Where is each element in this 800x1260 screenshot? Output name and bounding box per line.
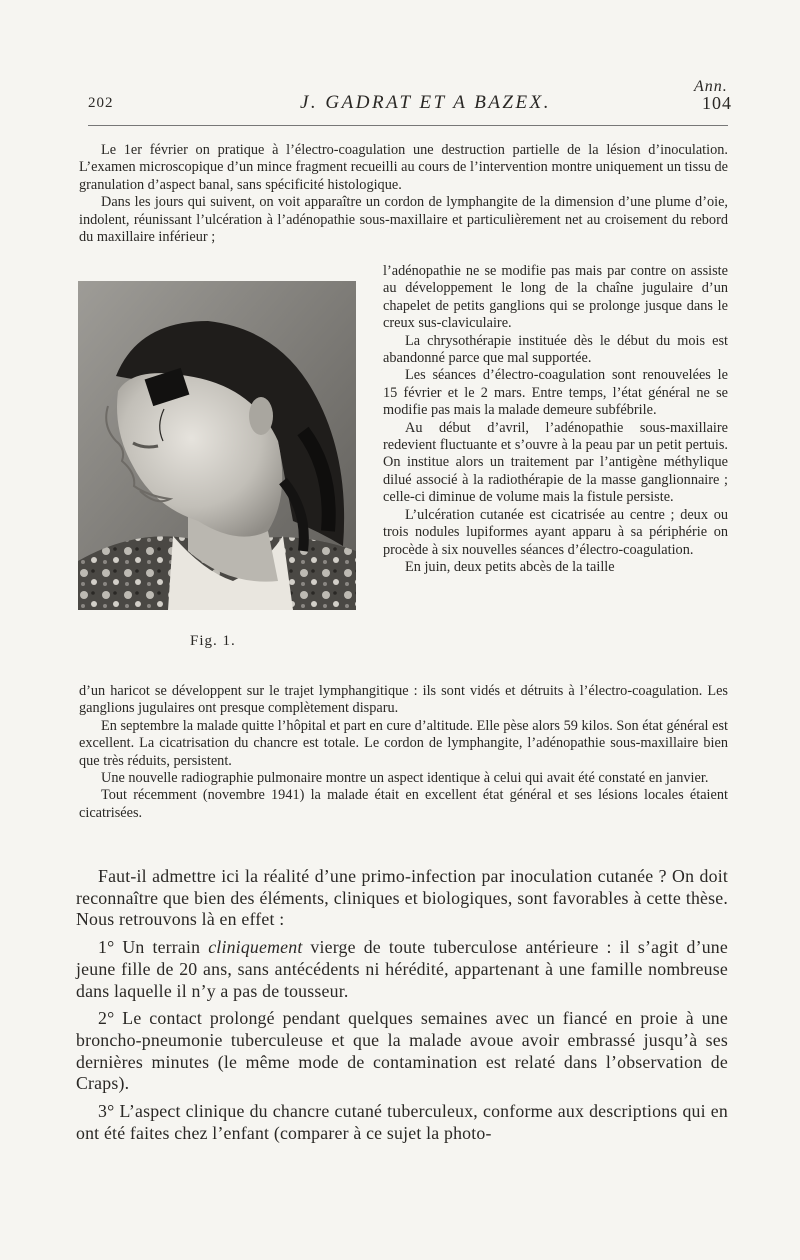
- portrait-photograph: [78, 281, 356, 610]
- paragraph: d’un haricot se développent sur le trajet lymphangitique : ils sont vidés et détruits à l’électro-coagulation. Les ganglions jugulaires ont presque complètement disparu.: [79, 683, 728, 717]
- paragraph: 3° L’aspect clinique du chancre cutané tuberculeux, conforme aux descriptions qui en ont été faites chez l’enfant (comparer à ce sujet la photo-: [76, 1101, 728, 1143]
- lower-text: [79, 683, 728, 822]
- paragraph: Les séances d’électro-coagulation sont renouvelées le 15 février et le 2 mars. Entre temps, l’état général ne se modifie pas mais la malade demeure subfébrile.: [383, 367, 728, 419]
- volume-number: 104: [702, 93, 732, 113]
- paragraph: [76, 937, 728, 1002]
- wrapped-text-column: [383, 263, 728, 576]
- paragraph: La chrysothérapie instituée dès le début du mois est abandonné parce que mal supportée.: [383, 332, 728, 367]
- paragraph: L’ulcération cutanée est cicatrisée au centre ; deux ou trois nodules lupiformes ayant apparu à sa périphérie on procède à six nouvelles séances d’électro-coagulation.: [383, 506, 728, 558]
- paragraph: Faut-il admettre ici la réalité d’une primo-infection par inoculation cutanée ? On doit reconnaître que bien des éléments, cliniques et biologiques, sont favorables à cette thèse. Nous retrouvons là en effet :: [76, 866, 728, 930]
- paragraph: En septembre la malade quitte l’hôpital et part en cure d’altitude. Elle pèse alors 59 kilos. Son état général est excellent. La cicatrisation du chancre est totale. Le cordon de lymphangite, l’adénopathie sous-maxillaire bien que très réduits, persistent.: [79, 717, 728, 769]
- paragraph: Au début d’avril, l’adénopathie sous-maxillaire redevient fluctuante et s’ouvre à la peau par un petit pertuis. On institue alors un traitement par l’antigène méthylique dilué associé à la radiothérapie de la masse ganglionnaire ; celle-ci diminue de volume mais la fistule persiste.: [383, 419, 728, 506]
- paragraph: 2° Le contact prolongé pendant quelques semaines avec un fiancé en proie à une broncho-pneumonie tuberculeuse et que la malade avoue avoir embrassé jusqu’à ses dernières minutes (le même mode de contamination est relaté dans l’observation de Craps).: [76, 1008, 728, 1094]
- discussion-text: [76, 866, 728, 1144]
- intro-text: [79, 142, 728, 246]
- text-span: 1° Un terrain: [98, 937, 209, 958]
- paragraph: l’adénopathie ne se modifie pas mais par contre on assiste au développement le long de la chaîne jugulaire d’un chapelet de petits ganglions qui se prolonge jusque dans le creux sus-claviculaire.: [383, 263, 728, 332]
- figure-caption: Fig. 1.: [190, 633, 236, 649]
- paragraph: En juin, deux petits abcès de la taille: [405, 558, 615, 575]
- paragraph: Le 1er février on pratique à l’électro-coagulation une destruction partielle de la lésion d’inoculation. L’examen microscopique d’un mince fragment recueilli au cours de l’intervention montre uniquement un tissu de granulation d’aspect banal, sans spécificité histologique.: [79, 142, 728, 193]
- text-span: vierge de toute tuberculose antérieure : il s’agit d’une jeune fille de 20 ans, sans antécédents ni hérédité, appartenant à une famille nombreuse dans laquelle il n’y a pas de tousseur.: [76, 937, 728, 1001]
- header-rule: [88, 125, 728, 126]
- paragraph: Une nouvelle radiographie pulmonaire montre un aspect identique à celui qui avait été constaté en janvier.: [101, 770, 709, 787]
- running-title: J. GADRAT ET A BAZEX.: [300, 92, 551, 113]
- paragraph: Dans les jours qui suivent, on voit apparaître un cordon de lymphangite de la dimension d’une plume d’oie, indolent, réunissant l’ulcération à l’adénopathie sous-maxillaire et particulièrement net au croisement du rebord du maxillaire inférieur ;: [79, 194, 728, 246]
- paragraph: Tout récemment (novembre 1941) la malade était en excellent état général et ses lésions locales étaient cicatrisées.: [79, 787, 728, 821]
- emphasis: cliniquement: [208, 937, 303, 958]
- page-number: 202: [88, 95, 114, 111]
- figure-photo: [78, 281, 356, 610]
- header-annotation: Ann.: [694, 78, 728, 95]
